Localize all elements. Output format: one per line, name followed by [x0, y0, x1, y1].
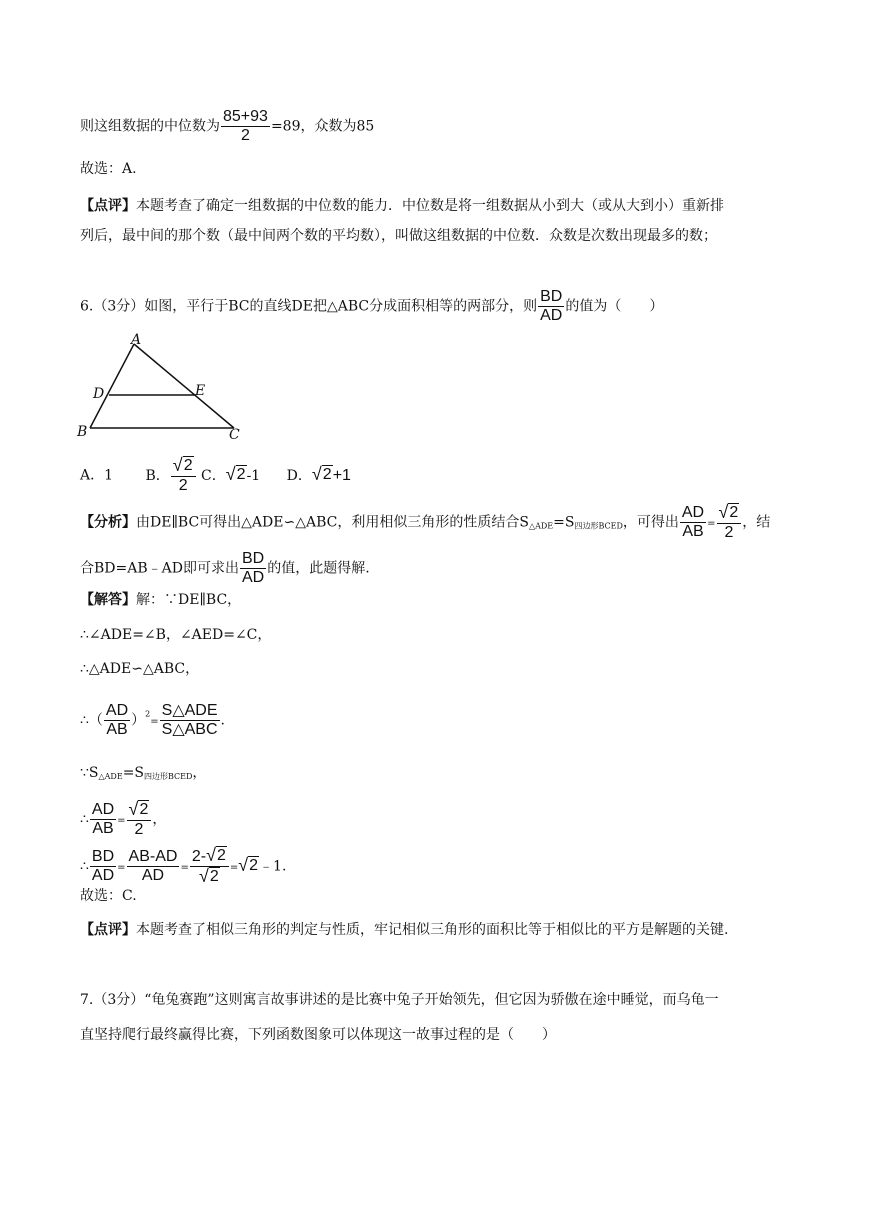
sqrt: √ 2	[206, 845, 226, 865]
frac-den: AB	[106, 721, 128, 738]
analysis-fraction-2	[240, 550, 266, 587]
label-a: A	[131, 332, 142, 348]
option-b-fraction	[171, 456, 196, 495]
analysis-text-3: ，结	[742, 514, 771, 531]
solution-fraction	[127, 848, 180, 885]
option-d-label: D．	[286, 467, 312, 484]
solution-eq: =	[117, 862, 126, 874]
median-numerator: 85+93	[223, 108, 268, 125]
radicand: 2	[209, 868, 219, 885]
sqrt: √ 2	[718, 502, 739, 522]
frac-den: 2	[178, 477, 188, 494]
sqrt: √ 2	[311, 463, 332, 484]
frac-num: BD	[241, 550, 265, 567]
frac-den: 2	[724, 524, 734, 541]
option-d-tail: +1	[332, 466, 351, 484]
q7-line1: 7.（3分）“龟兔赛跑”这则寓言故事讲述的是比赛中兔子开始领先，但它因为骄傲在途中睡觉，而乌龟一	[80, 992, 719, 1008]
frac-num: S△ADE	[161, 702, 218, 719]
label-e: E	[195, 383, 206, 399]
subscript: △ADE	[98, 772, 123, 781]
solution-eq: =	[180, 862, 189, 874]
option-d	[286, 463, 351, 484]
analysis-line1	[80, 503, 770, 542]
frac-den: AD	[141, 867, 165, 884]
triangle-figure	[74, 332, 254, 444]
option-a-label: A．	[80, 467, 105, 484]
sqrt: √ 2	[198, 866, 219, 886]
solution-root-fraction	[127, 800, 152, 839]
frac-num: AD	[91, 801, 115, 818]
solution-line6	[80, 800, 166, 839]
subscript: 四边形BCED	[574, 521, 623, 531]
analysis-line2	[80, 550, 370, 587]
median-denominator: 2	[241, 127, 250, 144]
option-a	[80, 468, 113, 484]
frac-num: BD	[540, 288, 563, 305]
q5-comment-line1	[80, 196, 724, 216]
q5-choice: 故选：A.	[80, 161, 137, 177]
solution-area-fraction	[160, 702, 220, 739]
radicand: 2	[183, 457, 193, 474]
frac-den: AD	[540, 307, 563, 324]
numerator-part: 2-	[191, 848, 207, 865]
comment-text-1: 本题考查了确定一组数据的中位数的能力．中位数是将一组数据从小到大（或从大到小）重新排	[136, 198, 724, 214]
frac-num: AB-AD	[128, 848, 178, 865]
sqrt: √ 2	[238, 854, 259, 875]
median-prefix: 则这组数据的中位数为	[80, 118, 220, 135]
solution-text: ）	[131, 712, 146, 729]
sqrt: √ 2	[225, 463, 246, 484]
option-c-label: C．	[201, 467, 226, 484]
solution-fraction	[104, 702, 130, 739]
analysis-text-4: 合BD=AB﹣AD即可求出	[80, 560, 239, 577]
q6-stem-fraction	[538, 288, 564, 325]
superscript: 2	[145, 709, 151, 719]
subscript: 四边形BCED	[144, 772, 193, 781]
q7-line2: 直坚持爬行最终赢得比赛，下列函数图象可以体现这一故事过程的是（ ）	[80, 1027, 556, 1043]
median-suffix: =89，众数为85	[270, 118, 375, 135]
option-a-value: 1	[104, 467, 114, 484]
q6-stem-suffix: 的值为（ ）	[565, 298, 664, 315]
label-d: D	[93, 386, 105, 402]
solution-text: ∵S	[80, 765, 99, 781]
analysis-text-5: 的值，此题得解.	[267, 560, 370, 577]
solution-text: ∴	[80, 811, 89, 828]
subscript: △ADE	[528, 521, 554, 531]
solution-text: ∴	[80, 858, 89, 875]
solution-eq: =	[150, 716, 159, 728]
median-line	[80, 108, 374, 145]
frac-num: BD	[91, 848, 115, 865]
solution-text: ﹣1.	[259, 858, 287, 875]
comment-tag: 【点评】	[80, 922, 136, 938]
solution-tag: 【解答】	[80, 592, 136, 608]
comment-text: 本题考查了相似三角形的判定与性质，牢记相似三角形的面积比等于相似比的平方是解题的关键.	[136, 922, 729, 938]
radicand: 2	[729, 504, 739, 521]
radicand: 2	[236, 465, 246, 483]
sqrt: √ 2	[128, 799, 149, 819]
solution-line3: ∴△ADE∽△ABC，	[80, 661, 200, 677]
solution-eq: =S	[122, 765, 145, 781]
analysis-text-1: 由DE∥BC可得出△ADE∽△ABC，利用相似三角形的性质结合S	[136, 514, 529, 531]
side-ac	[134, 344, 234, 428]
solution-line7	[80, 846, 286, 887]
solution-line5	[80, 763, 206, 787]
q5-comment-line2: 列后，最中间的那个数（最中间两个数的平均数），叫做这组数据的中位数．众数是次数出现最多的数；	[80, 228, 717, 244]
solution-fraction	[90, 848, 116, 885]
solution-text-1: 解：∵DE∥BC，	[136, 592, 242, 608]
analysis-eq: =S	[553, 514, 575, 531]
radicand: 2	[249, 856, 259, 874]
solution-eq: =	[229, 862, 239, 874]
option-b	[145, 455, 197, 494]
option-c-tail: -1	[246, 467, 261, 484]
solution-text: ，	[192, 765, 207, 781]
label-b: B	[77, 424, 88, 440]
frac-den: AB	[92, 820, 114, 837]
solution-text: ，	[152, 811, 167, 828]
solution-text: ∴（	[80, 712, 103, 729]
radicand: 2	[139, 801, 149, 818]
option-b-label: B．	[145, 467, 170, 484]
analysis-tag: 【分析】	[80, 514, 136, 531]
solution-text: .	[220, 712, 225, 729]
option-c	[201, 463, 261, 484]
median-fraction	[221, 108, 270, 145]
solution-eq: =	[117, 815, 126, 827]
frac-num: AD	[105, 702, 129, 719]
sqrt: √ 2	[172, 455, 193, 475]
q6-options	[80, 456, 351, 495]
frac-den: S△ABC	[161, 721, 218, 738]
frac-num: AD	[681, 504, 705, 521]
label-c: C	[229, 427, 240, 443]
analysis-fraction	[680, 504, 706, 541]
q6-choice: 故选：C.	[80, 888, 137, 904]
solution-fraction	[90, 801, 116, 838]
analysis-root-fraction	[717, 503, 742, 542]
frac-den: AB	[682, 523, 704, 540]
frac-den: 2	[134, 821, 144, 838]
q6-stem	[80, 288, 663, 325]
frac-den: AD	[241, 569, 265, 586]
radicand: 2	[216, 847, 226, 864]
solution-root-fraction	[190, 846, 229, 887]
comment-tag: 【点评】	[80, 198, 136, 214]
q6-comment	[80, 920, 728, 940]
solution-line1	[80, 590, 241, 610]
solution-line4	[80, 702, 225, 739]
analysis-eq2: =	[707, 518, 716, 530]
radicand: 2	[322, 465, 332, 483]
q6-stem-prefix: 6.（3分）如图，平行于BC的直线DE把△ABC分成面积相等的两部分，则	[80, 298, 538, 315]
frac-den: AD	[91, 867, 115, 884]
analysis-text-2: ，可得出	[622, 514, 679, 531]
solution-line2: ∴∠ADE=∠B，∠AED=∠C，	[80, 627, 272, 643]
